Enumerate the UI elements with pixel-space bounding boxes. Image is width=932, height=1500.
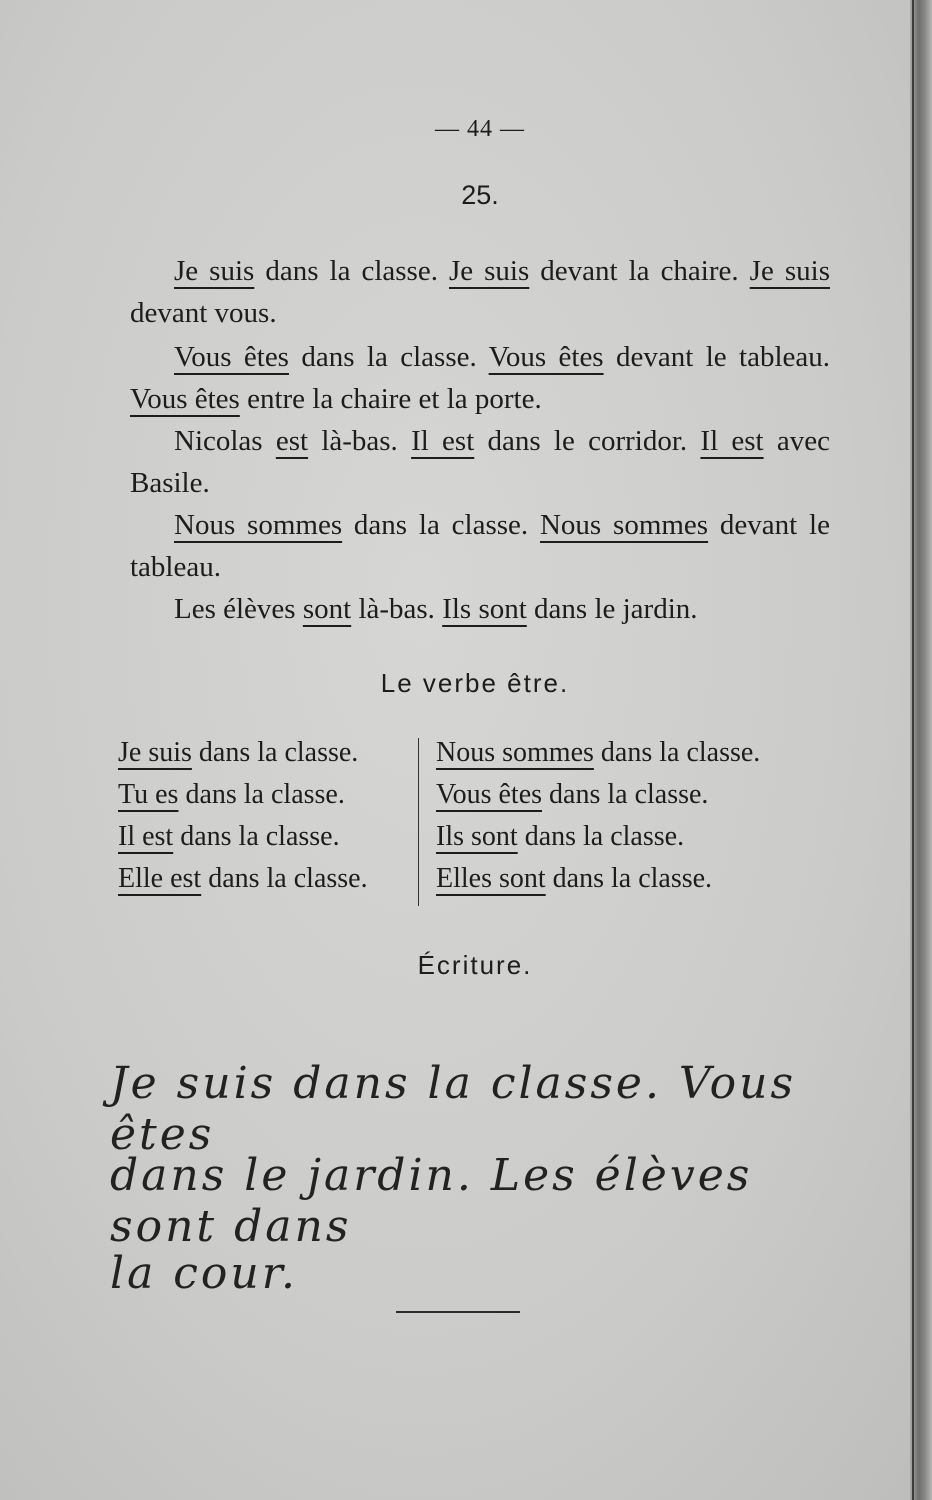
handwriting-line-1: Je suis dans la classe. Vous êtes: [110, 1058, 797, 1160]
sentence-text: devant vous.: [130, 297, 277, 329]
sentence-text: devant la chaire.: [529, 255, 750, 287]
singular-column: [118, 732, 368, 900]
conjugation-row: [118, 732, 368, 774]
complement: dans la classe.: [191, 737, 359, 768]
conjugation-row: [118, 858, 368, 900]
plural-column: [436, 732, 760, 900]
sentence-text: devant le tableau.: [603, 341, 831, 373]
complement: dans la classe.: [517, 821, 685, 852]
underlined-verb-phrase: sont: [302, 593, 352, 625]
conjugation-row: [118, 816, 368, 858]
sentence-text: devant le tableau.: [130, 509, 830, 583]
conjugation-row: [118, 774, 368, 816]
subject-verb: Elle est: [118, 863, 202, 894]
underlined-verb-phrase: est: [275, 425, 309, 457]
underlined-verb-phrase: Nous sommes: [174, 509, 343, 541]
underlined-verb-phrase: Je suis: [749, 255, 830, 287]
complement: dans la classe.: [201, 863, 368, 894]
underlined-verb-phrase: Il est: [700, 425, 764, 457]
sentence-text: dans la classe.: [288, 341, 489, 373]
underlined-verb-phrase: Nous sommes: [539, 509, 709, 541]
sentence-text: dans la classe.: [254, 255, 449, 287]
complement: dans la classe.: [545, 863, 713, 894]
conjugation-table: [118, 732, 830, 902]
underlined-verb-phrase: Je suis: [448, 255, 530, 287]
end-rule: [396, 1311, 520, 1313]
underlined-verb-phrase: Ils sont: [442, 593, 527, 625]
conjugation-row: [436, 732, 760, 774]
subject-verb: Tu es: [118, 779, 179, 810]
underlined-verb-phrase: Vous êtes: [488, 341, 604, 373]
subject-verb: Je suis: [118, 737, 192, 768]
subject-verb: Ils sont: [436, 821, 518, 852]
conjugation-row: [436, 774, 760, 816]
paragraph-3: [130, 420, 830, 504]
conjugation-heading: Le verbe être.: [380, 668, 570, 698]
complement: dans la classe.: [173, 821, 340, 852]
sentence-text: là-bas.: [351, 593, 443, 625]
subject-verb: Nous sommes: [436, 737, 594, 768]
paragraph-1: [130, 250, 830, 334]
binding-edge: [912, 0, 914, 1500]
sentence-text: entre la chaire et la porte.: [239, 383, 542, 415]
paragraph-2: [130, 336, 830, 420]
complement: dans la classe.: [542, 779, 709, 810]
conjugation-row: [436, 858, 760, 900]
paragraph-4: [130, 504, 830, 588]
underlined-verb-phrase: Je suis: [174, 255, 255, 287]
handwriting-line-2: dans le jardin. Les élèves sont dans: [110, 1150, 753, 1252]
complement: dans la classe.: [178, 779, 345, 810]
underlined-verb-phrase: Il est: [411, 425, 475, 457]
sentence-text: Nicolas: [174, 425, 276, 457]
page-number: — 44 —: [435, 116, 525, 142]
sentence-text: avec Basile.: [130, 425, 830, 499]
sentence-text: là-bas.: [308, 425, 412, 457]
underlined-verb-phrase: Vous êtes: [174, 341, 289, 373]
column-divider: [418, 738, 419, 906]
conjugation-row: [436, 816, 760, 858]
complement: dans la classe.: [593, 737, 761, 768]
paragraph-5: [130, 588, 830, 630]
sentence-text: dans le jardin.: [526, 593, 698, 625]
sentence-text: dans la classe.: [342, 509, 540, 541]
sentence-text: Les élèves: [174, 593, 303, 625]
sentence-text: dans le corridor.: [474, 425, 701, 457]
subject-verb: Il est: [118, 821, 174, 852]
lesson-number: 25.: [461, 180, 499, 210]
subject-verb: Elles sont: [436, 863, 546, 894]
writing-heading: Écriture.: [417, 950, 533, 980]
handwriting-line-3: la cour.: [110, 1248, 298, 1299]
subject-verb: Vous êtes: [436, 779, 543, 810]
underlined-verb-phrase: Vous êtes: [130, 383, 240, 415]
